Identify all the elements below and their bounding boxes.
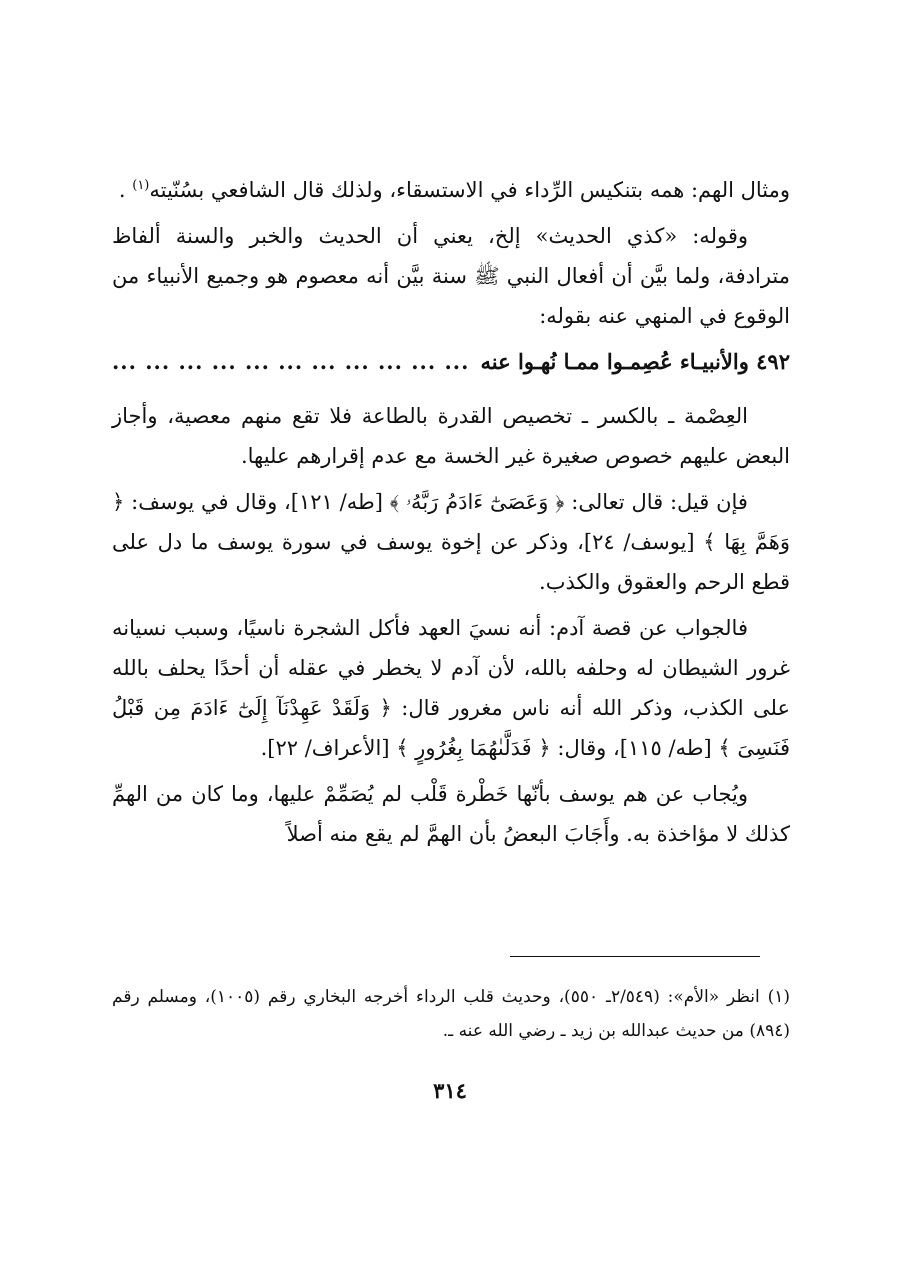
footnote-ref: (١) — [132, 178, 150, 193]
verse-dots: ... ... ... ... ... ... ... ... ... ... ... — [112, 349, 470, 374]
quran-quote: ﴿ وَلَقَدْ عَهِدْنَآ إِلَىٰٓ ءَادَمَ مِن قَبْلُ فَنَسِىَ ﴾ — [112, 696, 790, 760]
paragraph-yusuf-answer: ويُجاب عن هم يوسف بأنّها خَطْرة قَلْب لم يُصَمِّمْ عليها، وما كان من الهمِّ كذلك لا مؤاخذة به. وأَجَابَ البعضُ بأن الهمَّ لم يقع منه أصلاً — [112, 782, 790, 846]
verse-text: والأنبيـاء عُصِمـوا ممـا نُهـوا عنه — [480, 349, 749, 374]
footnotes — [112, 980, 790, 1048]
text-segment: [يوسف/ ٢٤]، وذكر عن إخوة يوسف في سورة يوسف ما دل على قطع الرحم والعقوق والكذب. — [112, 530, 790, 594]
verse-main — [481, 342, 790, 382]
quran-quote: ﴿ فَدَلَّىٰهُمَا بِغُرُورٍ ﴾ — [396, 736, 551, 760]
text-segment: [طه/ ١٢١]، وقال في يوسف: — [131, 490, 383, 514]
paragraph-end: . — [118, 178, 126, 202]
paragraph-text: ومثال الهم: همه بتنكيس الرِّداء في الاستسقاء، ولذلك قال الشافعي بسُنّيته — [149, 178, 790, 202]
verse-line — [112, 342, 790, 382]
text-segment: [طه/ ١١٥]، وقال: — [557, 736, 712, 760]
footnote-1: (١) انظر «الأم»: (٢/٥٤٩ـ ٥٥٠)، وحديث قلب الرداء أخرجه البخاري رقم (١٠٠٥)، ومسلم رقم (٨٩٤) من حديث عبدالله بن زيد ـ رضي الله عنه ـ. — [112, 987, 791, 1041]
paragraph-hadith-synonyms: وقوله: «كذي الحديث» إلخ، يعني أن الحديث والخبر والسنة ألفاظ مترادفة، ولما بيَّن أن أفعال النبي ﷺ سنة بيَّن أنه معصوم هو وجميع الأنبياء من الوقوع في المنهي عنه بقوله: — [112, 224, 790, 328]
paragraph-ismah-definition: العِصْمة ـ بالكسر ـ تخصيص القدرة بالطاعة فلا تقع منهم معصية، وأجاز البعض عليهم خصوص صغيرة غير الخسة مع عدم إقرارهم عليها. — [112, 404, 790, 468]
quran-quote: ﴿ وَهَمَّ بِهَا ﴾ — [112, 490, 790, 554]
text-segment: فالجواب عن قصة آدم: أنه نسيَ العهد فأكل الشجرة ناسيًا، وسبب نسيانه غرور الشيطان له وحلفه بالله، لأن آدم لا يخطر في عقله أن أحدًا يحلف بالله على الكذب، وذكر الله أنه ناس مغرور قال: — [112, 616, 790, 720]
footnote-divider — [510, 956, 760, 957]
main-text — [112, 170, 790, 860]
text-segment: فإن قيل: قال تعالى: — [571, 490, 748, 514]
verse-number: ٤٩٢ — [756, 349, 790, 374]
paragraph-adam-answer — [112, 608, 790, 768]
text-segment: [الأعراف/ ٢٢]. — [260, 736, 390, 760]
quran-quote: ﴿ وَعَصَىٰٓ ءَادَمُ رَبَّهُۥ ﴾ — [389, 490, 565, 514]
paragraph-objection — [112, 482, 790, 602]
page-number: ٣١٤ — [433, 1078, 467, 1103]
paragraph-hamm-example — [112, 170, 790, 210]
